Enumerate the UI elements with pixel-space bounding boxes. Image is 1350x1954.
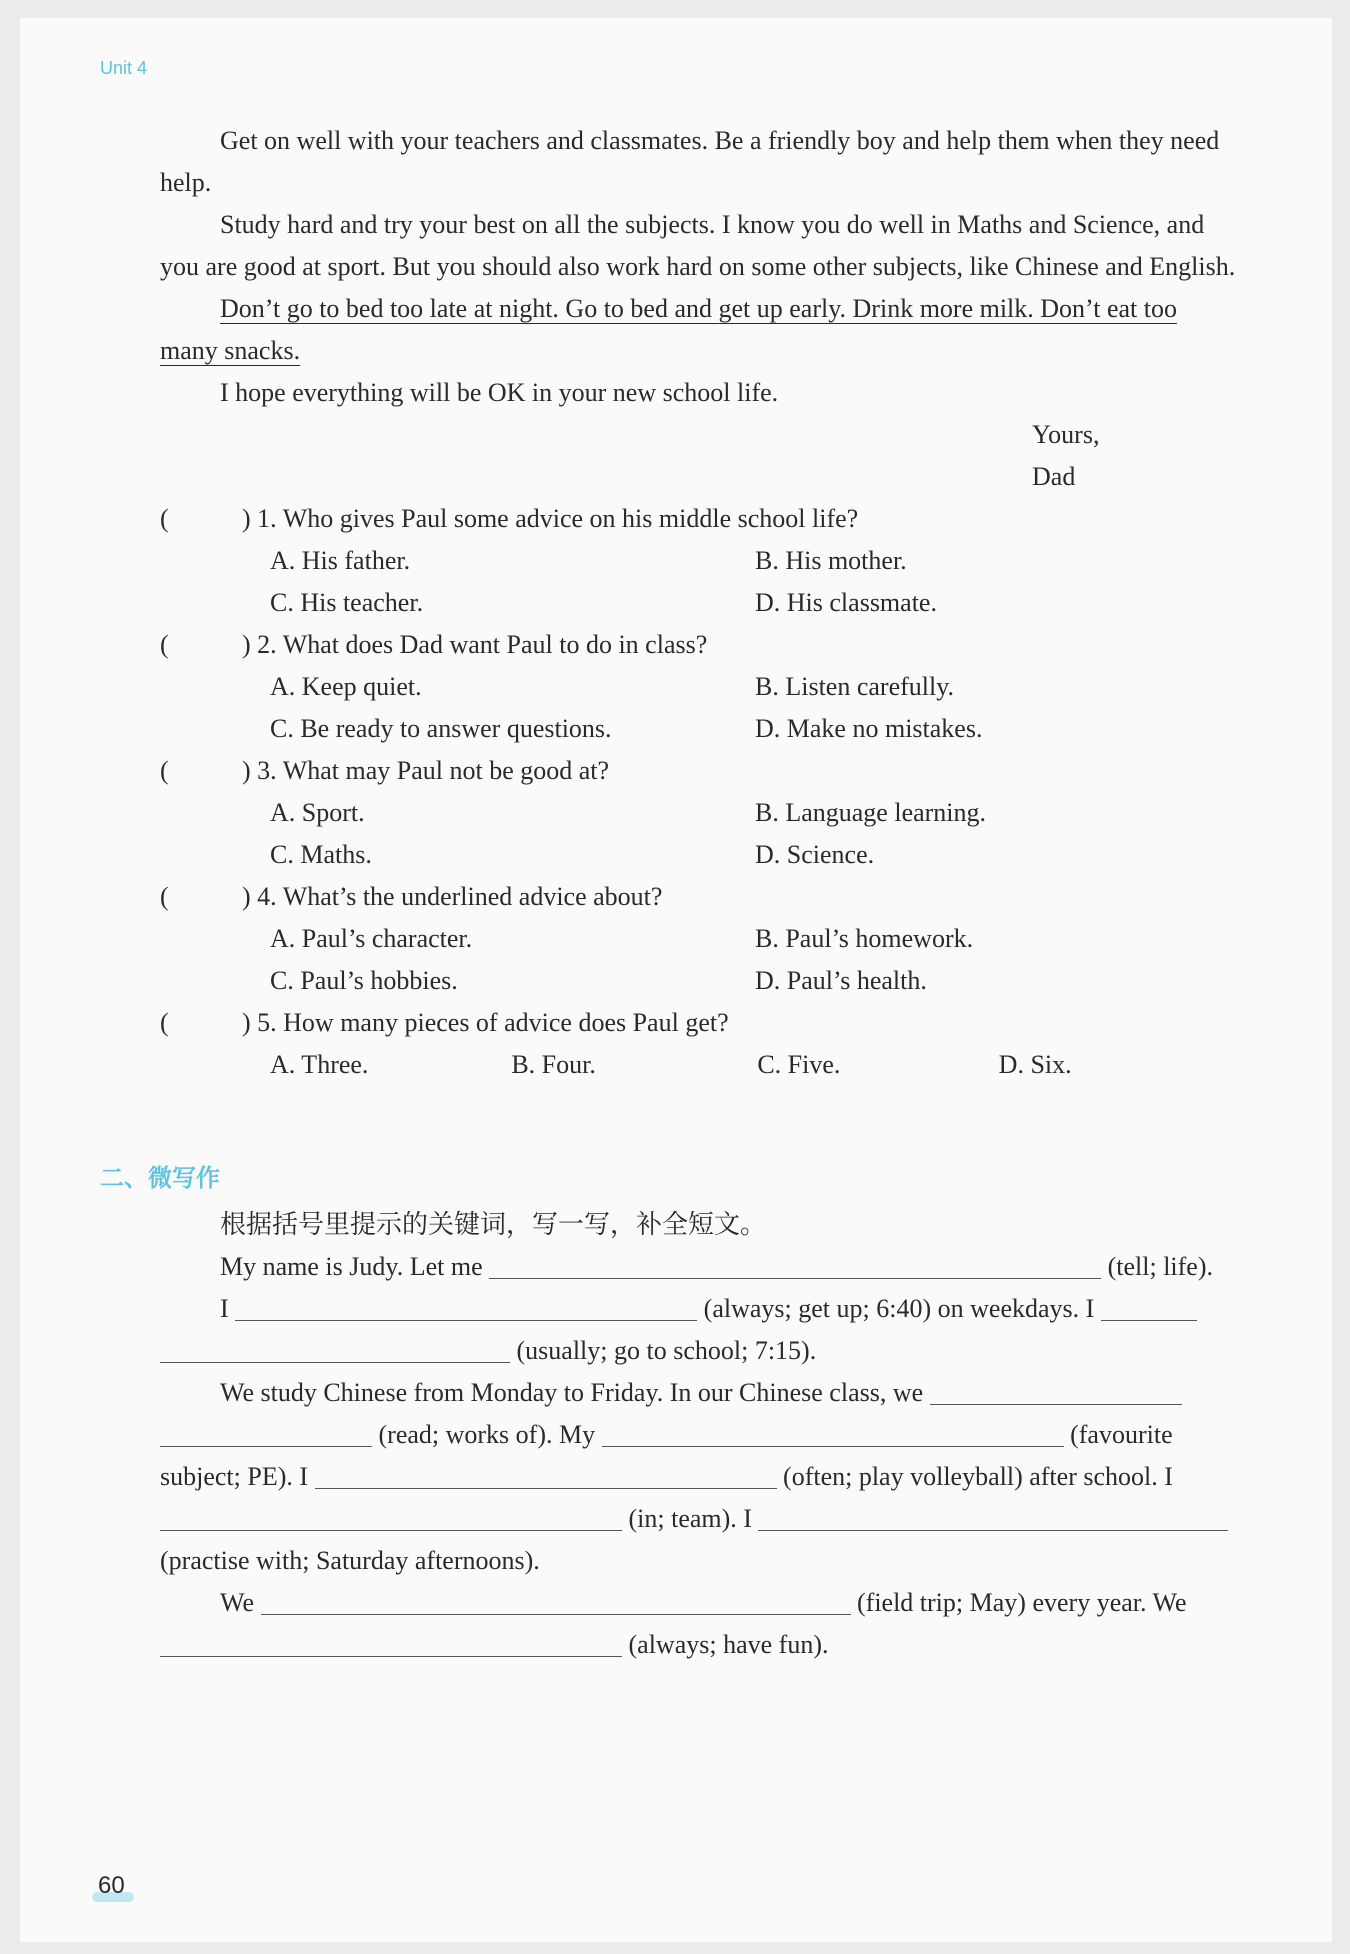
answer-blank[interactable] (180, 876, 242, 918)
writing-line-7: (in; team). I (160, 1498, 1240, 1540)
fill-blank[interactable] (235, 1290, 697, 1321)
instruction: 根据括号里提示的关键词，写一写，补全短文。 (220, 1210, 767, 1239)
answer-paren: ( (160, 756, 169, 785)
option-c: C. Paul’s hobbies. (270, 966, 458, 995)
letter-paragraph-1: Get on well with your teachers and classmates. Be a friendly boy and help them when they need help. (160, 126, 1220, 197)
answer-paren: ( (160, 504, 169, 533)
option-a: A. Paul’s character. (270, 924, 473, 953)
writing-line-4: We study Chinese from Monday to Friday. In our Chinese class, we (160, 1372, 1240, 1414)
fill-blank[interactable] (1101, 1290, 1197, 1321)
question-stem: ) 1. Who gives Paul some advice on his middle school life? (242, 504, 859, 533)
writing-line-8: (practise with; Saturday afternoons). (160, 1546, 540, 1575)
writing-line-9: We (field trip; May) every year. We (160, 1582, 1240, 1624)
fill-blank[interactable] (602, 1416, 1064, 1447)
question-stem: ) 3. What may Paul not be good at? (242, 756, 610, 785)
section-title: 二、微写作 (100, 1164, 220, 1192)
fill-blank[interactable] (758, 1500, 1228, 1531)
writing-line-10: (always; have fun). (160, 1624, 1240, 1666)
fill-blank[interactable] (930, 1374, 1182, 1405)
fill-blank[interactable] (160, 1416, 372, 1447)
writing-exercise (160, 1204, 1240, 1666)
letter-closing: Yours, (1032, 420, 1100, 449)
question-5 (160, 1002, 1240, 1086)
question-stem: ) 4. What’s the underlined advice about? (242, 882, 663, 911)
answer-paren: ( (160, 630, 169, 659)
question-stem: ) 5. How many pieces of advice does Paul get? (242, 1008, 729, 1037)
answer-paren: ( (160, 882, 169, 911)
option-a: A. His father. (270, 546, 411, 575)
fill-blank[interactable] (489, 1248, 1101, 1279)
option-c: C. His teacher. (270, 588, 424, 617)
answer-blank[interactable] (180, 750, 242, 792)
fill-blank[interactable] (160, 1500, 622, 1531)
option-d: D. Science. (755, 840, 875, 869)
letter-paragraph-2: Study hard and try your best on all the subjects. I know you do well in Maths and Science, and you are good at sport. But you should also work hard on some other subjects, like Chinese and English. (160, 210, 1236, 281)
answer-paren: ( (160, 1008, 169, 1037)
fill-blank[interactable] (160, 1626, 622, 1657)
option-b: B. Language learning. (755, 798, 987, 827)
writing-line-2: I (always; get up; 6:40) on weekdays. I (160, 1288, 1240, 1330)
question-1 (160, 498, 1240, 624)
underlined-advice: Don’t go to bed too late at night. Go to bed and get up early. Drink more milk. Don’t eat too many snacks. (160, 294, 1177, 365)
option-b: B. Listen carefully. (755, 672, 955, 701)
question-3 (160, 750, 1240, 876)
letter-paragraph-3-underlined (160, 288, 1240, 372)
question-2 (160, 624, 1240, 750)
answer-blank[interactable] (180, 624, 242, 666)
answer-blank[interactable] (180, 1002, 242, 1044)
writing-line-5: (read; works of). My (favourite (160, 1414, 1240, 1456)
option-c: C. Maths. (270, 840, 372, 869)
option-d: D. Six. (998, 1050, 1072, 1079)
page-number: 60 (98, 1872, 125, 1899)
option-d: D. Paul’s health. (755, 966, 927, 995)
question-4 (160, 876, 1240, 1002)
answer-blank[interactable] (180, 498, 242, 540)
question-stem: ) 2. What does Dad want Paul to do in class? (242, 630, 708, 659)
reading-passage (160, 120, 1240, 1086)
writing-line-6: subject; PE). I (often; play volleyball) after school. I (160, 1456, 1240, 1498)
writing-line-3: (usually; go to school; 7:15). (160, 1330, 1240, 1372)
option-c: C. Be ready to answer questions. (270, 714, 612, 743)
fill-blank[interactable] (160, 1332, 510, 1363)
fill-blank[interactable] (261, 1584, 851, 1615)
unit-label: Unit 4 (100, 58, 148, 78)
letter-signature: Dad (1032, 462, 1076, 491)
fill-blank[interactable] (315, 1458, 777, 1489)
option-b: B. Paul’s homework. (755, 924, 974, 953)
option-d: D. His classmate. (755, 588, 937, 617)
option-b: B. Four. (511, 1050, 596, 1079)
option-b: B. His mother. (755, 546, 907, 575)
writing-line-1: My name is Judy. Let me (tell; life). (160, 1246, 1240, 1288)
option-c: C. Five. (757, 1050, 841, 1079)
option-a: A. Sport. (270, 798, 365, 827)
option-d: D. Make no mistakes. (755, 714, 983, 743)
option-a: A. Three. (270, 1050, 369, 1079)
option-a: A. Keep quiet. (270, 672, 422, 701)
letter-paragraph-4: I hope everything will be OK in your new school life. (220, 378, 779, 407)
